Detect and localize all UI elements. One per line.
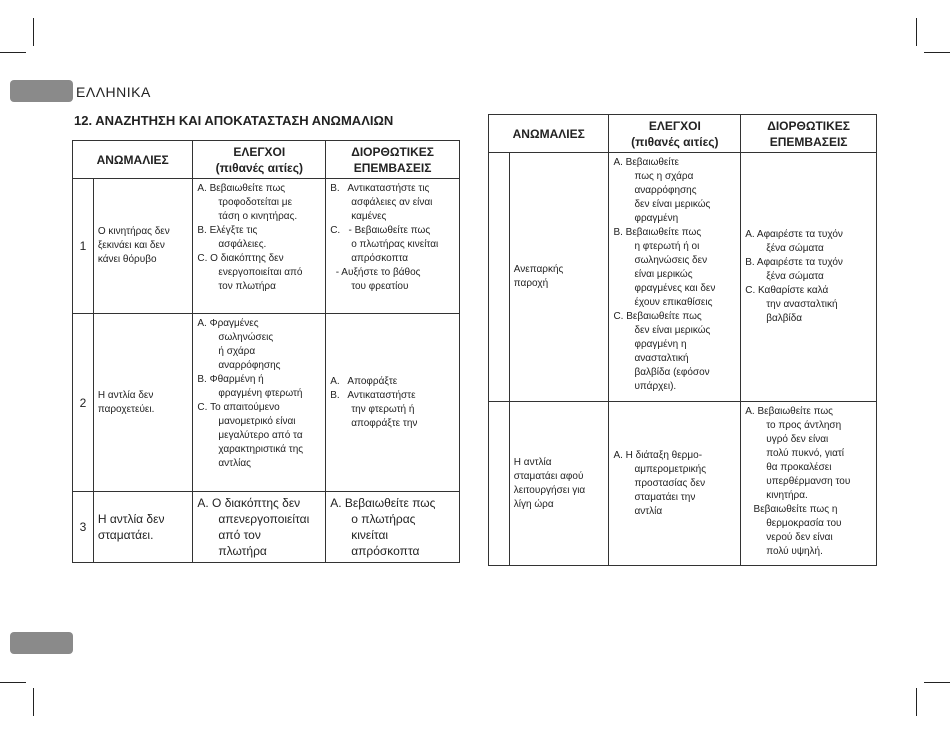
anomaly-text: λειτουργήσει για (513, 484, 586, 496)
checks-cell (193, 314, 326, 492)
cell-text-line: υπάρχει). (634, 381, 677, 392)
cell-text-line: πλωτήρα (218, 544, 267, 558)
cell-text-line: Βεβαιωθείτε πως η (745, 504, 838, 515)
cell-text-line: νερού δεν είναι (766, 532, 833, 543)
cell-text-line: Α. Βεβαιωθείτε (613, 157, 680, 168)
cell-text-line: ξένα σώματα (766, 271, 824, 282)
cell-text-line: Α. Ο διακόπτης δεν (197, 496, 301, 510)
cell-text-line: Β. Φθαρμένη ή (197, 374, 264, 385)
anomaly-text: παροχετεύει. (97, 403, 155, 415)
cell-text-line: προστασίας δεν (634, 477, 706, 489)
language-tab (10, 80, 73, 102)
cell-text-line: πολύ πυκνό, γιατί (766, 448, 845, 459)
cell-text-line: Α. Αποφράξτε (330, 375, 398, 387)
cell-text-line: ξένα σώματα (766, 243, 824, 254)
actions-cell (741, 153, 877, 402)
actions-cell (326, 179, 460, 314)
cell-text-line: C. Ο διακόπτης δεν (197, 253, 284, 264)
cell-text-line: Β. Αφαιρέστε τα τυχόν (745, 257, 843, 268)
cell-text-line: η φτερωτή ή οι (634, 241, 700, 252)
crop-mark (924, 682, 950, 683)
checks-cell (193, 179, 326, 314)
cell-text-line: σωληνώσεις δεν (634, 255, 708, 266)
cell-text-line: κινητήρα. (766, 490, 808, 501)
anomaly-text: κάνει θόρυβο (97, 254, 157, 265)
cell-text-line: ενεργοποιείται από (218, 267, 303, 278)
cell-text-line: βαλβίδα (εφόσον (634, 367, 710, 378)
row-number (489, 402, 510, 566)
anomaly-text: παροχή (513, 278, 549, 289)
crop-mark (33, 688, 34, 716)
cell-text-line: είναι μερικώς (634, 269, 693, 280)
anomaly-text: λίγη ώρα (513, 498, 554, 510)
cell-text-line: θερμοκρασία του (766, 518, 842, 529)
table-row (73, 314, 460, 492)
cell-text-line: Α. Αφαιρέστε τα τυχόν (745, 229, 843, 240)
cell-text-line: Β. Βεβαιωθείτε πως (613, 227, 702, 238)
cell-text-line: Β. Αντικαταστήστε τις (330, 183, 430, 194)
cell-text-line: Α. Η διάταξη θερμο- (613, 449, 703, 461)
cell-text-line: ο πλωτήρας κινείται (351, 239, 439, 250)
checks-cell (193, 492, 326, 563)
cell-text-line: απρόσκοπτα (351, 544, 420, 558)
cell-text-line: αναρρόφησης (634, 185, 697, 196)
cell-text-line: απρόσκοπτα (351, 253, 409, 264)
cell-text-line: ανασταλτική (634, 353, 689, 364)
anomaly-text: ξεκινάει και δεν (97, 240, 165, 251)
cell-text-line: από τον (218, 528, 261, 542)
cell-text-line: υγρό δεν είναι (766, 434, 829, 445)
table-row (489, 153, 877, 402)
cell-text-line: C. Βεβαιωθείτε πως (613, 311, 702, 322)
cell-text-line: θα προκαλέσει (766, 462, 832, 473)
crop-mark (924, 52, 950, 53)
checks-cell (609, 402, 741, 566)
anomaly-cell (509, 153, 609, 402)
cell-text-line: Α. Βεβαιωθείτε πως (745, 406, 833, 417)
cell-text-line: καμένες (351, 211, 387, 222)
cell-text-line: δεν είναι μερικώς (634, 199, 711, 210)
cell-text-line: κινείται (351, 528, 389, 542)
cell-text-line: πολύ υψηλή. (766, 546, 823, 557)
cell-text-line: φραγμένη φτερωτή (218, 388, 303, 399)
anomaly-cell (93, 314, 193, 492)
cell-text-line: έχουν επικαθίσεις (634, 297, 713, 308)
cell-text-line: ασφάλειες. (218, 239, 267, 250)
crop-mark (33, 18, 34, 46)
cell-text-line: Α. Φραγμένες (197, 318, 259, 329)
cell-text-line: C. Το απαιτούμενο (197, 402, 280, 413)
troubleshooting-table-right (488, 114, 877, 566)
anomaly-text: Ο κινητήρας δεν (97, 226, 170, 237)
crop-mark (916, 688, 917, 716)
cell-text-line: φραγμένες και δεν (634, 283, 716, 294)
cell-text-line: Α. Βεβαιωθείτε πως (197, 183, 286, 194)
cell-text-line: του φρεατίου (351, 281, 409, 292)
header-anomalies: ΑΝΩΜΑΛΙΕΣ (489, 115, 609, 153)
header-actions: ΔΙΟΡΘΩΤΙΚΕΣ ΕΠΕΜΒΑΣΕΙΣ (326, 141, 460, 179)
cell-text-line: - Αυξήστε το βάθος (330, 267, 421, 278)
page-tab (10, 632, 73, 654)
cell-text-line: τροφοδοτείται με (218, 197, 293, 208)
cell-text-line: την φτερωτή ή (351, 403, 415, 415)
cell-text-line: μανομετρικό είναι (218, 416, 296, 427)
cell-text-line: σωληνώσεις (218, 332, 274, 343)
cell-text-line: Α. Βεβαιωθείτε πως (330, 496, 436, 510)
anomaly-text: Η αντλία δεν (97, 389, 154, 401)
cell-text-line: την ανασταλτική (766, 299, 838, 310)
cell-text-line: αντλία (634, 505, 663, 517)
checks-cell (609, 153, 741, 402)
anomaly-text: Η αντλία δεν (97, 512, 165, 526)
cell-text-line: τον πλωτήρα (218, 281, 276, 292)
actions-cell (326, 492, 460, 563)
cell-text-line: υπερθέρμανση του (766, 476, 851, 487)
cell-text-line: ο πλωτήρας (351, 512, 416, 526)
cell-text-line: μεγαλύτερο από τα (218, 430, 303, 441)
header-actions: ΔΙΟΡΘΩΤΙΚΕΣ ΕΠΕΜΒΑΣΕΙΣ (741, 115, 877, 153)
cell-text-line: Β. Αντικαταστήστε (330, 389, 416, 401)
crop-mark (916, 18, 917, 46)
crop-mark (0, 52, 26, 53)
anomaly-cell (509, 402, 609, 566)
header-anomalies: ΑΝΩΜΑΛΙΕΣ (73, 141, 193, 179)
language-label: ΕΛΛΗΝΙΚΑ (76, 84, 151, 100)
row-number: 1 (73, 179, 94, 314)
cell-text-line: Β. Ελέγξτε τις (197, 225, 258, 236)
anomaly-text: Ανεπαρκής (513, 264, 564, 275)
anomaly-cell (93, 492, 193, 563)
actions-cell (741, 402, 877, 566)
cell-text-line: φραγμένη η (634, 339, 687, 350)
cell-text-line: ή σχάρα (218, 346, 256, 357)
cell-text-line: σταματάει την (634, 491, 696, 503)
cell-text-line: αναρρόφησης (218, 360, 281, 371)
cell-text-line: τάση ο κινητήρας. (218, 211, 298, 222)
cell-text-line: βαλβίδα (766, 313, 803, 324)
cell-text-line: χαρακτηριστικά της (218, 444, 304, 455)
cell-text-line: αντλίας (218, 458, 251, 469)
header-checks: ΕΛΕΓΧΟΙ (πιθανές αιτίες) (609, 115, 741, 153)
table-row (73, 179, 460, 314)
cell-text-line: αποφράξτε την (351, 417, 418, 429)
cell-text-line: πως η σχάρα (634, 171, 694, 182)
table-row (489, 402, 877, 566)
header-checks: ΕΛΕΓΧΟΙ (πιθανές αιτίες) (193, 141, 326, 179)
actions-cell (326, 314, 460, 492)
row-number: 3 (73, 492, 94, 563)
crop-mark (0, 682, 26, 683)
cell-text-line: δεν είναι μερικώς (634, 325, 711, 336)
cell-text-line: απενεργοποιείται (218, 512, 310, 526)
anomaly-text: σταματάει. (97, 528, 154, 542)
cell-text-line: αμπερομετρικής (634, 463, 707, 475)
cell-text-line: C. Καθαρίστε καλά (745, 285, 829, 296)
anomaly-text: σταματάει αφού (513, 470, 584, 482)
section-title: 12. ΑΝΑΖΗΤΗΣΗ ΚΑΙ ΑΠΟΚΑΤΑΣΤΑΣΗ ΑΝΩΜΑΛΙΩΝ (74, 113, 394, 128)
cell-text-line: το προς άντληση (766, 420, 842, 431)
table-row (73, 492, 460, 563)
troubleshooting-table-left (72, 140, 460, 563)
anomaly-cell (93, 179, 193, 314)
cell-text-line: φραγμένη (634, 213, 679, 224)
row-number: 2 (73, 314, 94, 492)
cell-text-line: ασφάλειες αν είναι (351, 197, 433, 208)
cell-text-line: C. - Βεβαιωθείτε πως (330, 225, 431, 236)
row-number (489, 153, 510, 402)
anomaly-text: Η αντλία (513, 456, 552, 468)
